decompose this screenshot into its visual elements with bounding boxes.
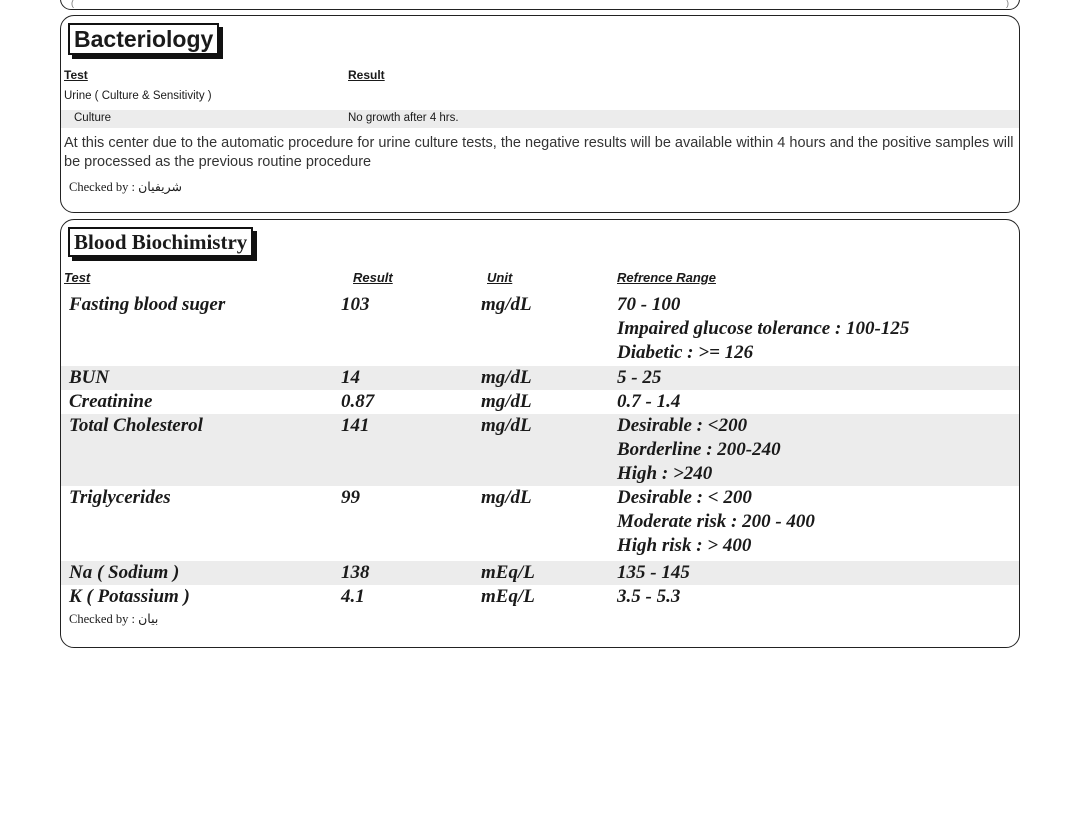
- culture-test: Culture: [74, 112, 112, 124]
- reference-range: [617, 561, 690, 585]
- reference-line: 135 - 145: [617, 562, 690, 583]
- test-result: 0.87: [341, 391, 375, 412]
- reference-line: 3.5 - 5.3: [617, 586, 681, 607]
- urine-culture-note: At this center due to the automatic procedure for urine culture tests, the negative results will be available within 4 hours and the positive samples will be processed as the previous routine procedure: [64, 135, 1014, 170]
- test-unit: mg/dL: [481, 367, 532, 388]
- bacteriology-checked-by: Checked by : شريفيان: [69, 180, 183, 194]
- test-unit: mEq/L: [481, 562, 535, 583]
- culture-row: [61, 110, 1019, 128]
- biochemistry-section: [60, 219, 1020, 648]
- reference-range: [617, 390, 680, 414]
- reference-line: 0.7 - 1.4: [617, 391, 681, 412]
- reference-range: [617, 414, 781, 486]
- test-unit: mg/dL: [481, 391, 532, 412]
- table-row: [61, 366, 1019, 390]
- reference-line: Borderline : 200-240: [617, 439, 781, 460]
- test-header: Test: [64, 68, 88, 82]
- test-unit: mg/dL: [481, 415, 532, 436]
- test-result: 138: [341, 562, 370, 583]
- test-header: Test: [64, 270, 91, 285]
- test-name: K ( Potassium ): [69, 586, 190, 607]
- culture-result: No growth after 4 hrs.: [348, 112, 459, 124]
- reference-line: 70 - 100: [617, 294, 681, 315]
- test-result: 4.1: [341, 586, 365, 607]
- test-name: Total Cholesterol: [69, 415, 203, 436]
- result-header: Result: [348, 68, 385, 82]
- test-result: 99: [341, 487, 360, 508]
- test-unit: mEq/L: [481, 586, 535, 607]
- reference-line: Desirable : <200: [617, 415, 748, 436]
- table-row: [61, 293, 1019, 365]
- test-name: BUN: [69, 367, 110, 388]
- test-name: Fasting blood suger: [69, 294, 226, 315]
- reference-line: Impaired glucose tolerance : 100-125: [617, 318, 910, 339]
- test-name: Triglycerides: [69, 487, 171, 508]
- test-result: 103: [341, 294, 370, 315]
- bacteriology-section: [60, 15, 1020, 213]
- reference-range: [617, 486, 815, 558]
- table-row: [61, 486, 1019, 558]
- test-result: 14: [341, 367, 360, 388]
- reference-range: [617, 585, 680, 609]
- reference-line: High risk : > 400: [617, 535, 752, 556]
- reference-line: Moderate risk : 200 - 400: [617, 511, 815, 532]
- test-unit: mg/dL: [481, 487, 532, 508]
- unit-header: Unit: [487, 270, 513, 285]
- bacteriology-title: Bacteriology: [68, 23, 219, 55]
- urine-group-label: Urine ( Culture & Sensitivity ): [64, 90, 212, 102]
- result-header: Result: [353, 270, 393, 285]
- range-header: Refrence Range: [617, 270, 716, 285]
- biochemistry-checked-by: Checked by : بيان: [69, 612, 159, 626]
- reference-line: 5 - 25: [617, 367, 662, 388]
- table-row: [61, 561, 1019, 585]
- test-name: Creatinine: [69, 391, 153, 412]
- reference-line: High : >240: [617, 463, 713, 484]
- left-mark: (: [71, 0, 74, 8]
- reference-range: [617, 366, 661, 390]
- reference-line: Desirable : < 200: [617, 487, 752, 508]
- reference-line: Diabetic : >= 126: [617, 342, 754, 363]
- test-unit: mg/dL: [481, 294, 532, 315]
- biochemistry-title: Blood Biochimistry: [68, 227, 253, 257]
- test-name: Na ( Sodium ): [69, 562, 180, 583]
- table-row: [61, 414, 1019, 486]
- test-result: 141: [341, 415, 370, 436]
- right-mark: ): [1006, 0, 1009, 8]
- reference-range: [617, 293, 909, 365]
- table-row: [61, 585, 1019, 609]
- previous-section-border: [60, 0, 1020, 10]
- table-row: [61, 390, 1019, 414]
